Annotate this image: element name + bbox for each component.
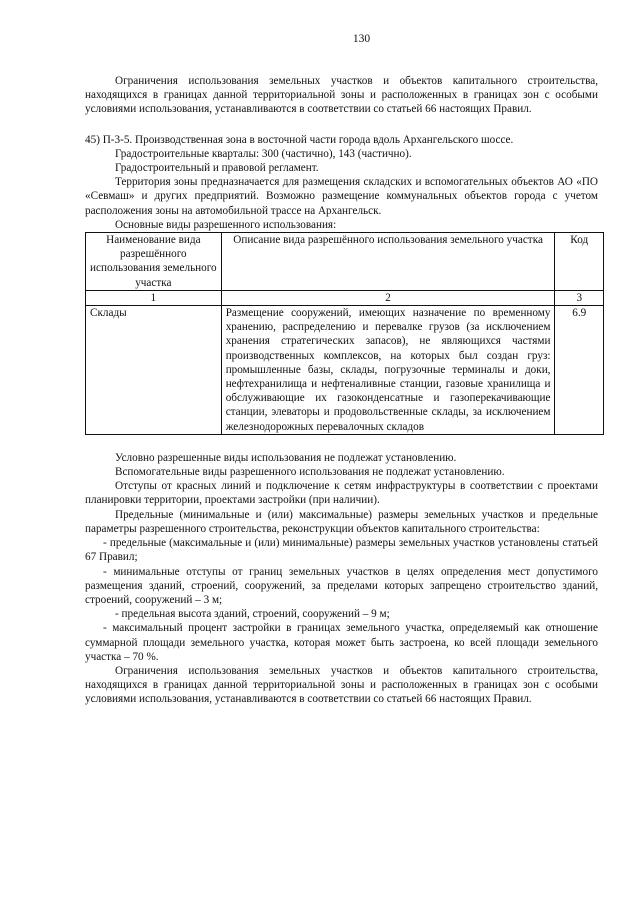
col-number-3: 3 — [555, 290, 604, 305]
header-name: Наименование вида разрешённого использования земельного участка — [86, 233, 222, 291]
main-uses-title: Основные виды разрешенного использования: — [115, 218, 337, 231]
use-name: Склады — [86, 306, 222, 435]
limits-intro: Предельные (минимальные и (или) максимальные) размеры земельных участков и предельные параметры разрешенного строительства, реконструкции объектов капитального строительства: — [85, 508, 598, 535]
limit-item: - предельные (максимальные и (или) минимальные) размеры земельных участков установлены статьей 67 Правил; — [85, 537, 598, 564]
col-number-2: 2 — [221, 290, 555, 305]
use-code: 6.9 — [555, 306, 604, 435]
table-header-row — [86, 233, 604, 291]
spacer — [85, 435, 598, 451]
limit-item: - максимальный процент застройки в границах земельного участка, определяемый как отношение суммарной площади земельного участка, которая может быть застроена, ко всей площади земельного участка – 70 %. — [85, 622, 598, 663]
table-number-row — [86, 290, 604, 305]
limit-item: - минимальные отступы от границ земельных участков в целях определения мест допустимого размещения зданий, строений, сооружений, за пределами которых запрещено строительство зданий, строений, сооружений – 3 м; — [85, 565, 598, 606]
auxiliary-uses: Вспомогательные виды разрешенного использования не подлежат установлению. — [115, 466, 505, 479]
closing-paragraph: Ограничения использования земельных участков и объектов капитального строительства, находящихся в границах данной территориальной зоны и расположенных в границах зон с особыми условиями использования, устанавливаются в соответствии со статьей 66 настоящих Правил. — [85, 664, 598, 706]
header-description: Описание вида разрешённого использования земельного участка — [221, 233, 555, 291]
conditional-uses: Условно разрешенные виды использования не подлежат установлению. — [115, 451, 457, 464]
setbacks: Отступы от красных линий и подключение к сетям инфраструктуры в соответствии с проектами планировки территории, проектами застройки (при наличии). — [85, 480, 598, 507]
header-code: Код — [555, 233, 604, 291]
zone-heading: 45) П-3-5. Производственная зона в восточной части города вдоль Архангельского шоссе. — [85, 133, 514, 146]
use-description: Размещение сооружений, имеющих назначение по временному хранению, распределению и перевалке грузов (за исключением хранения стратегических запасов), не являющихся частями производственных комплексов, на которых был создан груз: промышленные базы, склады, погрузочные терминалы и доки, нефтехранилища и нефтеналивные станции, газовые хранилища и обслуживающие их газоконденсатные и газоперекачивающие станции, элеваторы и продовольственные склады, за исключением железнодорожных перевалочных складов — [221, 306, 555, 435]
permitted-uses-table — [85, 232, 604, 435]
limit-item: - предельная высота зданий, строений, сооружений – 9 м; — [115, 608, 390, 621]
zone-quarters: Градостроительные кварталы: 300 (частично), 143 (частично). — [115, 147, 412, 160]
intro-paragraph: Ограничения использования земельных участков и объектов капитального строительства, находящихся в границах данной территориальной зоны и расположенных в границах зон с особыми условиями использования, устанавливаются в соответствии со статьей 66 настоящих Правил. — [85, 75, 598, 116]
spacer — [85, 117, 598, 133]
zone-purpose: Территория зоны предназначается для размещения складских и вспомогательных объектов АО «ПО «Севмаш» и других предприятий. Возможно размещение коммунальных объектов города с учетом расположения зоны на автомобильной трассе на Архангельск. — [85, 176, 598, 217]
table-row — [86, 306, 604, 435]
col-number-1: 1 — [86, 290, 222, 305]
page-number: 130 — [352, 33, 371, 45]
zone-regulation: Градостроительный и правовой регламент. — [115, 162, 319, 175]
